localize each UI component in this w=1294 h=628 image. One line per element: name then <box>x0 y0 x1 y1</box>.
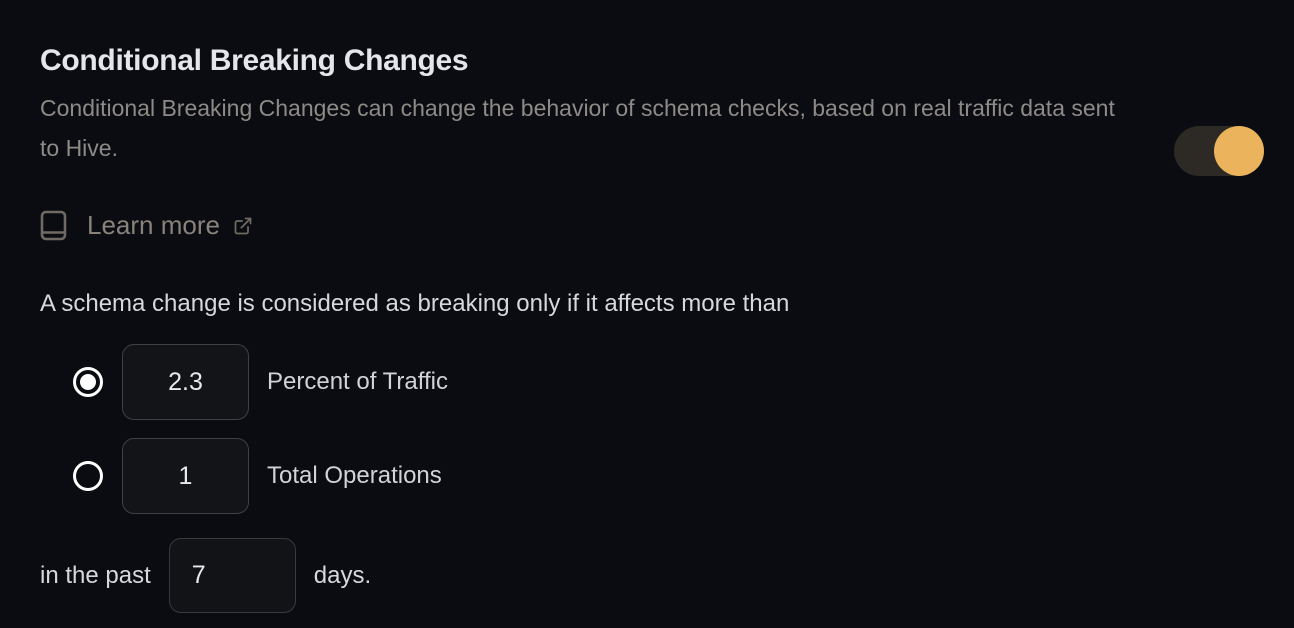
panel-header-text <box>40 44 1140 168</box>
period-suffix-text: days. <box>313 561 372 589</box>
percent-of-traffic-input[interactable] <box>122 344 249 420</box>
conditional-breaking-changes-toggle[interactable] <box>1174 126 1264 176</box>
percent-of-traffic-radio[interactable] <box>73 367 103 397</box>
percent-of-traffic-label: Percent of Traffic <box>267 368 448 395</box>
breaking-condition-intro-text: A schema change is considered as breaking only if it affects more than <box>40 290 790 317</box>
panel-description: Conditional Breaking Changes can change the behavior of schema checks, based on real traffic data sent to Hive. <box>40 95 1115 161</box>
period-row <box>40 538 1264 613</box>
learn-more-label: Learn more <box>87 210 220 240</box>
learn-more-link[interactable] <box>40 210 253 241</box>
external-link-icon <box>220 216 253 236</box>
toggle-knob <box>1214 126 1264 176</box>
percent-of-traffic-option-row <box>40 344 1264 420</box>
period-days-input[interactable] <box>169 538 296 613</box>
total-operations-label: Total Operations <box>267 462 442 489</box>
total-operations-option-row <box>40 438 1264 514</box>
total-operations-radio[interactable] <box>73 461 103 491</box>
panel-header <box>40 44 1264 176</box>
book-icon <box>40 210 87 241</box>
page-title: Conditional Breaking Changes <box>40 44 469 77</box>
total-operations-input[interactable] <box>122 438 249 514</box>
period-prefix-text: in the past <box>40 561 151 589</box>
